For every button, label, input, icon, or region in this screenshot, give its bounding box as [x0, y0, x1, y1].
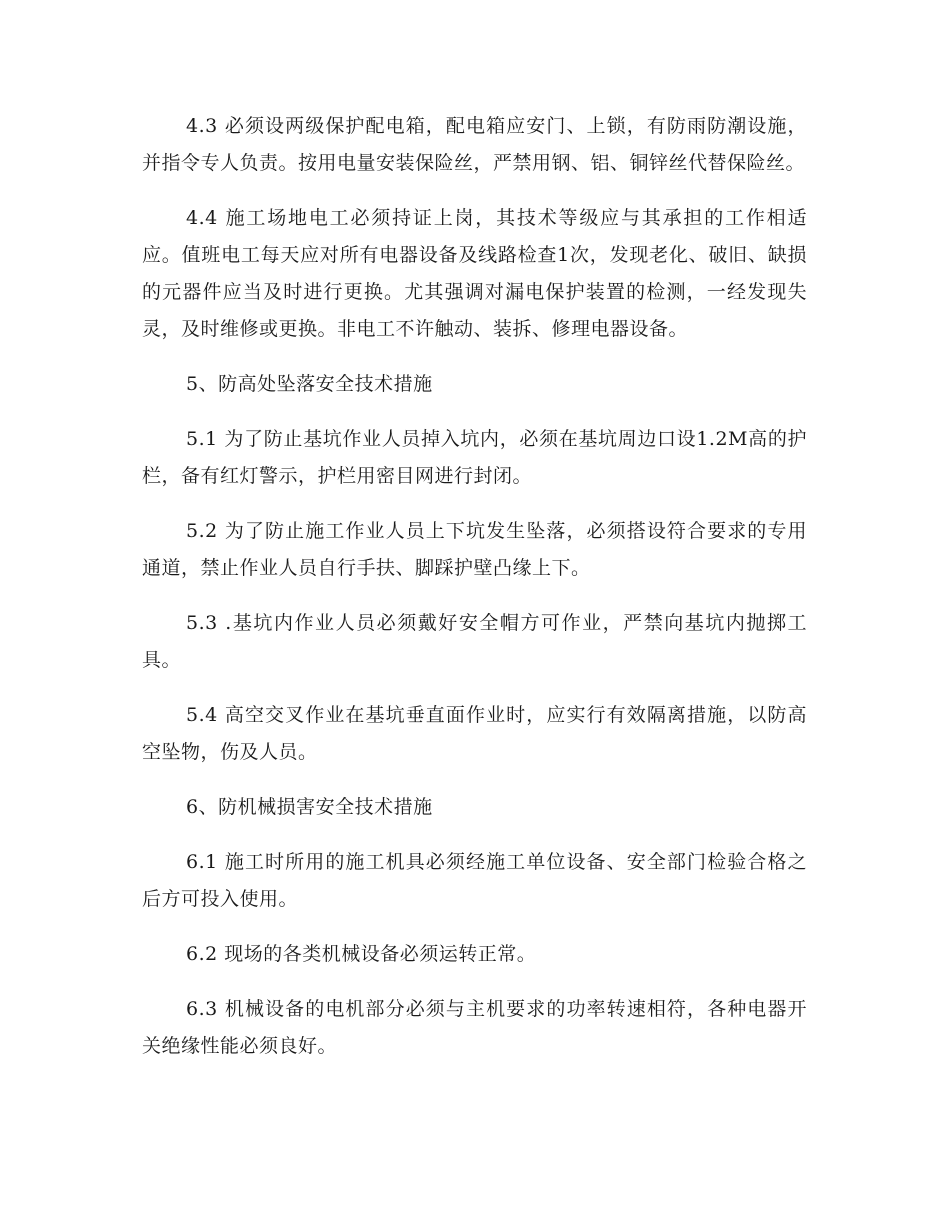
document-body	[142, 108, 807, 1083]
paragraph-6-2: 6.2 现场的各类机械设备必须运转正常。	[186, 943, 537, 965]
paragraph-6-1: 6.1 施工时所用的施工机具必须经施工单位设备、安全部门检验合格之后方可投入使用。	[142, 851, 807, 910]
paragraph-5-2: 5.2 为了防止施工作业人员上下坑发生坠落，必须搭设符合要求的专用通道，禁止作业人员自行手扶、脚踩护壁凸缘上下。	[142, 520, 807, 579]
paragraph-4-4: 4.4 施工场地电工必须持证上岗，其技术等级应与其承担的工作相适应。值班电工每天应对所有电器设备及线路检查1次，发现老化、破旧、缺损的元器件应当及时进行更换。尤其强调对漏电保护装置的检测，一经发现失灵，及时维修或更换。非电工不许触动、装拆、修理电器设备。	[142, 207, 807, 340]
paragraph-4-3: 4.3 必须设两级保护配电箱，配电箱应安门、上锁，有防雨防潮设施，并指令专人负责。按用电量安装保险丝，严禁用钢、铝、铜锌丝代替保险丝。	[142, 115, 807, 174]
section-heading-5: 5、防高处坠落安全技术措施	[186, 373, 433, 395]
paragraph-6-3: 6.3 机械设备的电机部分必须与主机要求的功率转速相符，各种电器开关绝缘性能必须良好。	[142, 998, 807, 1057]
paragraph-5-3: 5.3 .基坑内作业人员必须戴好安全帽方可作业，严禁向基坑内抛掷工具。	[142, 612, 807, 671]
section-heading-6: 6、防机械损害安全技术措施	[186, 796, 433, 818]
paragraph-5-1: 5.1 为了防止基坑作业人员掉入坑内，必须在基坑周边口设1.2M高的护栏，备有红灯警示，护栏用密目网进行封闭。	[142, 428, 807, 487]
paragraph-5-4: 5.4 高空交叉作业在基坑垂直面作业时，应实行有效隔离措施，以防高空坠物，伤及人员。	[142, 704, 807, 763]
